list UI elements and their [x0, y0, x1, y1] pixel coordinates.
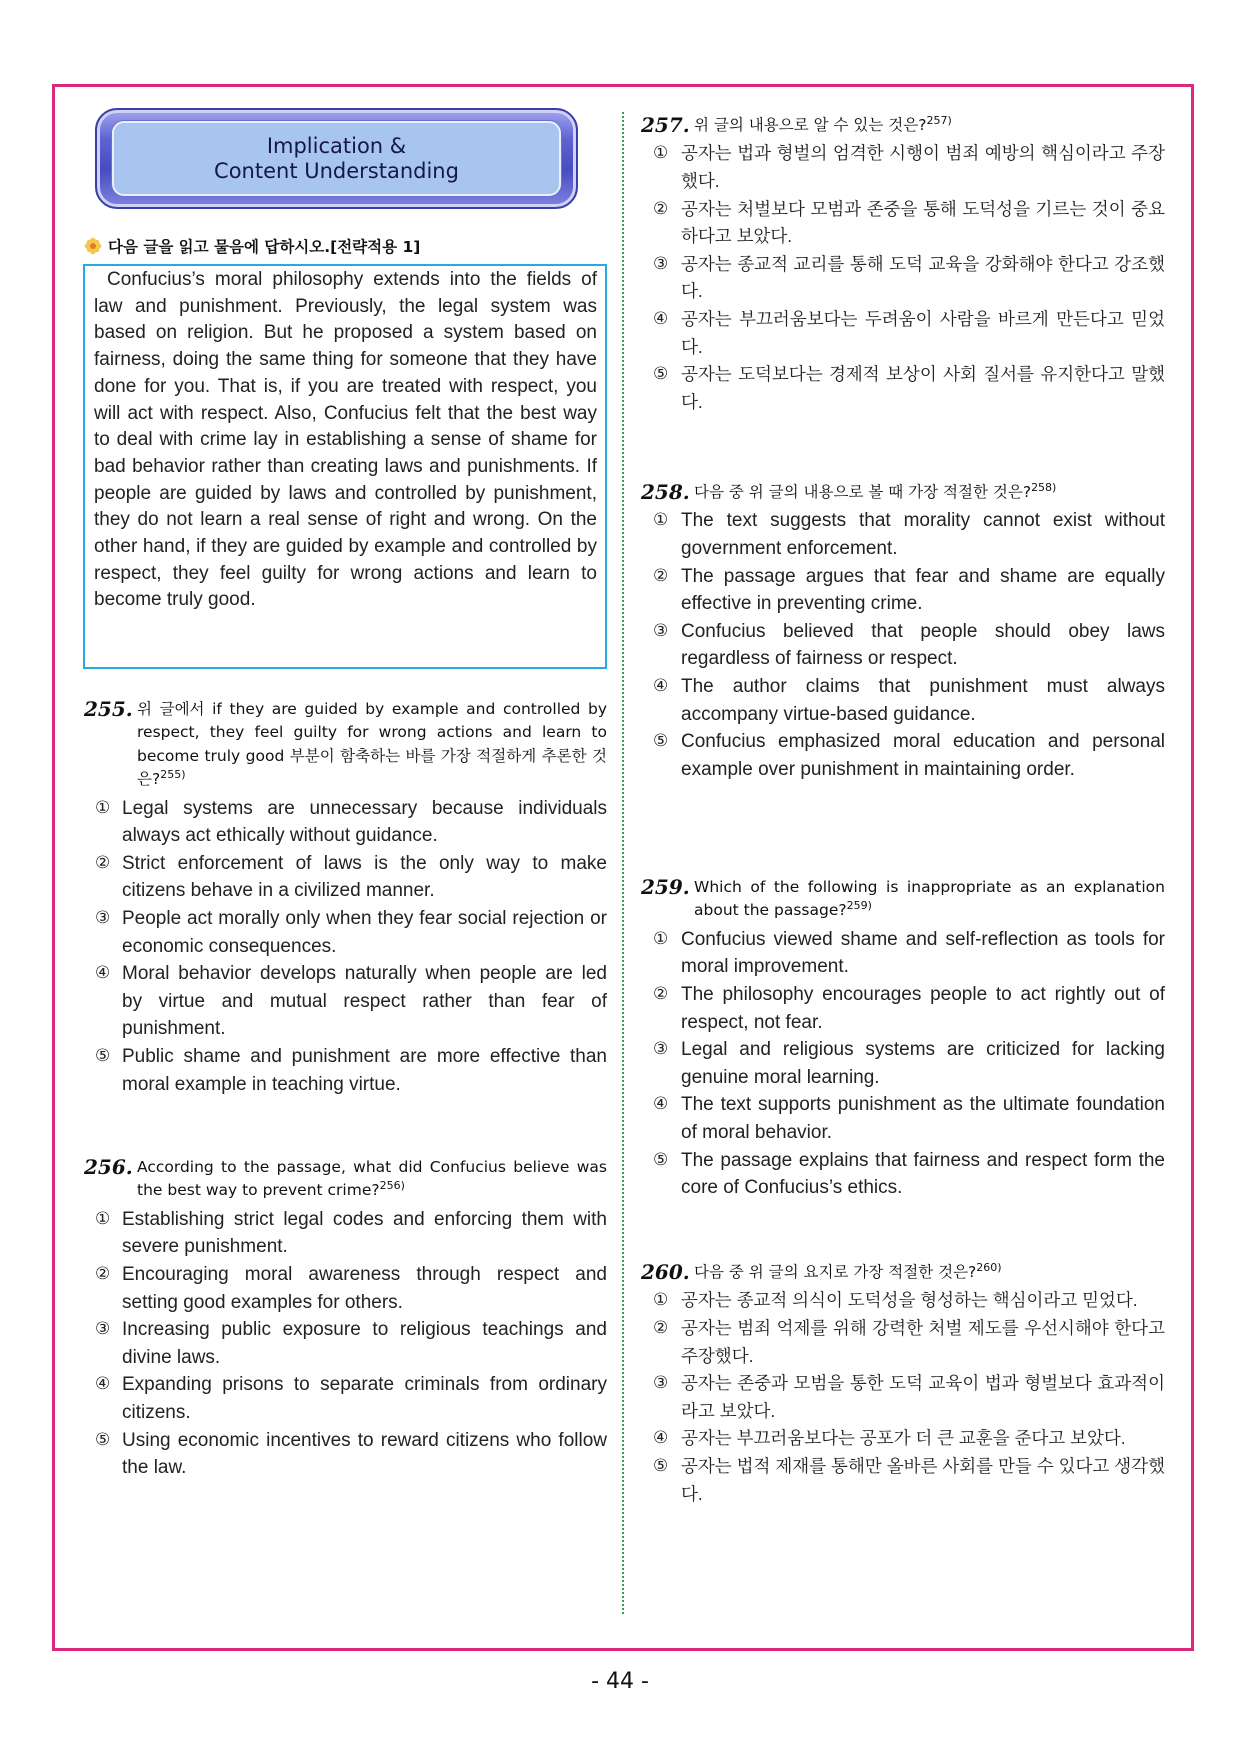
option-text: Increasing public exposure to religious teachings and divine laws. [122, 1319, 607, 1368]
option-marker: ④ [95, 1374, 111, 1395]
option-marker: ② [95, 852, 111, 873]
option-text: The text suggests that morality cannot exist without government enforcement. [681, 510, 1165, 559]
question-text: 다음 중 위 글의 내용으로 볼 때 가장 적절한 것은? [694, 483, 1032, 501]
option-marker: ③ [653, 253, 669, 274]
option-4 [653, 306, 1165, 361]
option-2 [653, 196, 1165, 251]
option-text: The passage argues that fear and shame are equally effective in preventing crime. [681, 565, 1165, 615]
option-text: 공자는 존중과 모범을 통한 도덕 교육이 법과 형벌보다 효과적이라고 보았다. [681, 1373, 1165, 1421]
option-2 [653, 563, 1165, 618]
section-title-box [95, 108, 578, 209]
option-3 [653, 1370, 1165, 1425]
footnote-ref: 255) [160, 768, 186, 782]
option-list [95, 1206, 607, 1482]
question-prompt [84, 698, 607, 792]
option-1 [95, 795, 607, 850]
option-text: The philosophy encourages people to act rightly out of respect, not fear. [681, 984, 1165, 1033]
option-marker: ⑤ [95, 1045, 111, 1066]
flower-icon [84, 237, 102, 255]
option-4 [653, 1425, 1165, 1453]
option-text: People act morally only when they fear social rejection or economic consequences. [122, 908, 607, 957]
option-5 [653, 1453, 1165, 1508]
question-260 [641, 1261, 1165, 1508]
question-text: According to the passage, what did Confucius believe was the best way to prevent crime? [137, 1158, 607, 1200]
option-text: 공자는 도덕보다는 경제적 보상이 사회 질서를 유지한다고 말했다. [681, 364, 1165, 412]
option-marker: ④ [653, 1428, 669, 1449]
option-list [653, 1287, 1165, 1508]
option-marker: ③ [653, 1373, 669, 1394]
option-text: Expanding prisons to separate criminals from ordinary citizens. [122, 1374, 607, 1423]
option-marker: ⑤ [653, 1455, 669, 1476]
option-text: Legal and religious systems are criticized for lacking genuine moral learning. [681, 1039, 1165, 1088]
question-number: 255. [84, 697, 133, 721]
option-3 [95, 1316, 607, 1371]
question-255 [84, 698, 607, 1098]
question-258 [641, 481, 1165, 783]
option-text: 공자는 부끄러움보다는 두려움이 사람을 바르게 만든다고 믿었다. [681, 308, 1165, 357]
question-number: 256. [84, 1155, 133, 1179]
option-2 [95, 1261, 607, 1316]
option-text: 공자는 법과 형벌의 엄격한 시행이 범죄 예방의 핵심이라고 주장했다. [681, 143, 1165, 191]
option-1 [653, 1287, 1165, 1315]
question-text: 다음 중 위 글의 요지로 가장 적절한 것은? [694, 1263, 977, 1281]
option-text: 공자는 종교적 교리를 통해 도덕 교육을 강화해야 한다고 강조했다. [681, 253, 1165, 302]
option-text: 공자는 종교적 의식이 도덕성을 형성하는 핵심이라고 믿었다. [681, 1290, 1138, 1311]
option-marker: ⑤ [653, 1149, 669, 1170]
option-marker: ③ [653, 1039, 669, 1060]
option-marker: ④ [95, 963, 111, 984]
option-2 [95, 850, 607, 905]
option-text: Using economic incentives to reward citizens who follow the law. [122, 1429, 607, 1479]
option-text: Confucius emphasized moral education and personal example over punishment in maintaining order. [681, 731, 1165, 780]
option-text: Legal systems are unnecessary because individuals always act ethically without guidance. [122, 797, 607, 847]
question-prompt [641, 114, 1165, 137]
option-marker: ④ [653, 675, 669, 696]
section-title-line1: Implication & [266, 133, 407, 158]
option-5 [653, 1147, 1165, 1202]
option-marker: ④ [653, 1094, 669, 1115]
option-text: The author claims that punishment must always accompany virtue-based guidance. [681, 675, 1165, 725]
option-text: 공자는 범죄 억제를 위해 강력한 처벌 제도를 우선시해야 한다고 주장했다. [681, 1318, 1165, 1366]
question-number: 260. [641, 1260, 690, 1284]
option-list [653, 926, 1165, 1202]
option-marker: ① [653, 510, 669, 531]
option-marker: ③ [95, 1319, 111, 1340]
option-2 [653, 1315, 1165, 1370]
option-5 [653, 728, 1165, 783]
reading-passage-box [83, 264, 607, 669]
question-text: 위 글에서 if they are guided by example and controlled by respect, they feel guilty for wrong actions and learn to become truly good 부분이 함축하는 바를 가장 적절하게 추론한 것은? [137, 700, 607, 789]
instruction [84, 235, 420, 257]
option-marker: ⑤ [653, 731, 669, 752]
option-text: Encouraging moral awareness through respect and setting good examples for others. [122, 1264, 607, 1313]
footnote-ref: 257) [926, 113, 952, 127]
option-text: 공자는 처벌보다 모범과 존중을 통해 도덕성을 기르는 것이 중요하다고 보았다. [681, 198, 1165, 247]
option-text: 공자는 법적 제재를 통해만 올바른 사회를 만들 수 있다고 생각했다. [681, 1455, 1165, 1504]
question-number: 257. [641, 113, 690, 137]
option-marker: ① [653, 1290, 669, 1311]
option-marker: ⑤ [653, 364, 669, 385]
option-1 [653, 140, 1165, 195]
section-title-inner [112, 121, 561, 196]
option-marker: ② [653, 565, 669, 586]
question-prompt [641, 481, 1165, 504]
option-text: Confucius believed that people should obey laws regardless of fairness or respect. [681, 620, 1165, 670]
option-3 [653, 251, 1165, 306]
option-marker: ① [653, 928, 669, 949]
option-2 [653, 981, 1165, 1036]
option-marker: ③ [653, 620, 669, 641]
option-5 [653, 361, 1165, 416]
column-divider [622, 112, 624, 1614]
question-text: Which of the following is inappropriate as an explanation about the passage? [694, 878, 1165, 920]
option-marker: ② [653, 198, 669, 219]
instruction-text: 다음 글을 읽고 물음에 답하시오.[전략적용 1] [108, 238, 421, 256]
section-title-line2: Content Understanding [214, 158, 459, 183]
option-list [95, 795, 607, 1099]
option-text: Moral behavior develops naturally when people are led by virtue and mutual respect rather than fear of punishment. [122, 963, 607, 1040]
footnote-ref: 256) [379, 1179, 405, 1193]
question-257 [641, 114, 1165, 416]
question-number: 259. [641, 875, 690, 899]
footnote-ref: 259) [846, 899, 872, 913]
option-text: Confucius viewed shame and self-reflection as tools for moral improvement. [681, 928, 1165, 978]
option-5 [95, 1043, 607, 1098]
option-4 [95, 1371, 607, 1426]
option-marker: ⑤ [95, 1429, 111, 1450]
option-text: The text supports punishment as the ultimate foundation of moral behavior. [681, 1094, 1165, 1143]
footnote-ref: 258) [1031, 480, 1057, 494]
question-prompt [84, 1156, 607, 1203]
option-5 [95, 1427, 607, 1482]
option-list [653, 507, 1165, 783]
question-text: 위 글의 내용으로 알 수 있는 것은? [694, 116, 927, 134]
option-4 [653, 673, 1165, 728]
option-3 [653, 618, 1165, 673]
option-4 [653, 1091, 1165, 1146]
option-4 [95, 960, 607, 1043]
option-marker: ③ [95, 908, 111, 928]
option-list [653, 140, 1165, 416]
option-text: Establishing strict legal codes and enforcing them with severe punishment. [122, 1208, 607, 1258]
option-marker: ② [95, 1264, 111, 1284]
option-3 [95, 905, 607, 960]
option-text: The passage explains that fairness and respect form the core of Confucius’s ethics. [681, 1149, 1165, 1199]
option-marker: ① [653, 143, 669, 164]
question-prompt [641, 1261, 1165, 1284]
option-marker: ④ [653, 308, 669, 329]
option-marker: ① [95, 797, 111, 818]
option-1 [653, 926, 1165, 981]
page-number: - 44 - [591, 1669, 649, 1694]
option-marker: ② [653, 1318, 669, 1338]
option-marker: ① [95, 1208, 111, 1229]
option-text: Public shame and punishment are more effective than moral example in teaching virtue. [122, 1045, 607, 1095]
option-1 [95, 1206, 607, 1261]
question-259 [641, 876, 1165, 1202]
footnote-ref: 260) [976, 1260, 1002, 1274]
reading-passage: Confucius’s moral philosophy extends into the fields of law and punishment. Previously, the legal system was based on religion. But he proposed a system based on fairness, doing the same thing for someone that they have done for you. That is, if you are treated with respect, you will act with respect. Also, Confucius felt that the best way to deal with crime lay in establishing a sense of shame for bad behavior rather than creating laws and punishments. If people are guided by laws and controlled by punishment, they do not learn a real sense of right and wrong. On the other hand, if they are guided by example and controlled by respect, they feel guilty for wrong actions and learn to become truly good. [94, 269, 597, 611]
question-256 [84, 1156, 607, 1482]
option-text: 공자는 부끄러움보다는 공포가 더 큰 교훈을 준다고 보았다. [681, 1428, 1126, 1449]
option-3 [653, 1036, 1165, 1091]
option-marker: ② [653, 984, 669, 1004]
question-prompt [641, 876, 1165, 923]
option-text: Strict enforcement of laws is the only way to make citizens behave in a civilized manner. [122, 852, 607, 902]
option-1 [653, 507, 1165, 562]
question-number: 258. [641, 480, 690, 504]
